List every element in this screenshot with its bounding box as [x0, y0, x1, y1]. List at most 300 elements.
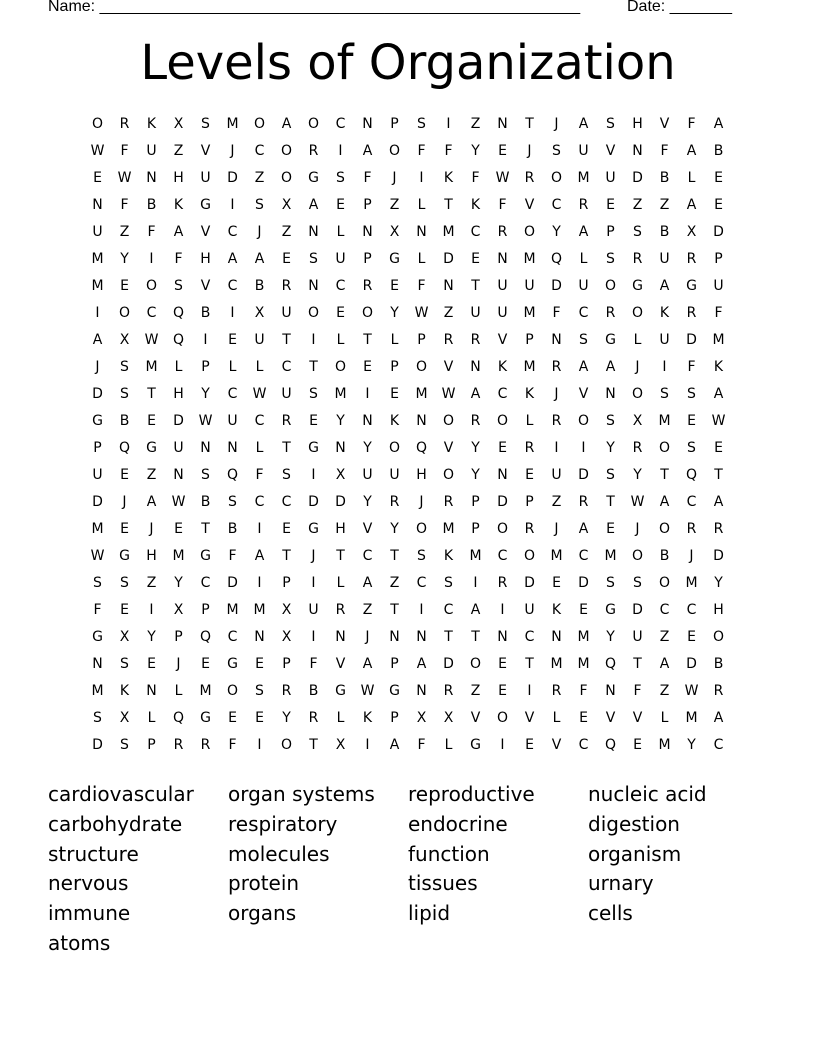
- grid-letter: Q: [118, 440, 131, 456]
- grid-letter: W: [360, 683, 375, 699]
- grid-letter: N: [146, 170, 157, 186]
- grid-letter: F: [363, 170, 372, 186]
- grid-letter: U: [200, 170, 211, 186]
- grid-letter: Z: [659, 683, 670, 699]
- grid-letter: E: [93, 170, 102, 186]
- grid-letter: M: [604, 548, 617, 564]
- grid-letter: W: [441, 386, 456, 402]
- grid-letter: J: [230, 143, 235, 159]
- letter-grid: [84, 116, 732, 764]
- grid-letter: T: [309, 359, 318, 375]
- grid-letter: U: [524, 278, 535, 294]
- grid-letter: V: [362, 521, 373, 537]
- word-list-item: structure: [48, 841, 139, 866]
- grid-letter: D: [497, 494, 508, 510]
- grid-letter: O: [658, 575, 671, 591]
- grid-letter: K: [146, 116, 157, 132]
- grid-letter: R: [470, 413, 481, 429]
- grid-letter: P: [714, 251, 723, 267]
- grid-letter: U: [389, 467, 400, 483]
- grid-letter: I: [230, 305, 235, 321]
- word-list-item: digestion: [588, 811, 680, 836]
- grid-letter: M: [442, 224, 455, 240]
- word-list-item: organism: [588, 841, 682, 866]
- grid-letter: F: [147, 224, 156, 240]
- grid-letter: I: [662, 359, 667, 375]
- grid-letter: A: [254, 251, 265, 267]
- grid-letter: O: [226, 683, 239, 699]
- grid-letter: U: [578, 278, 589, 294]
- grid-letter: F: [633, 683, 642, 699]
- grid-letter: V: [524, 197, 535, 213]
- grid-letter: U: [254, 332, 265, 348]
- grid-letter: E: [363, 359, 372, 375]
- grid-letter: A: [713, 710, 724, 726]
- grid-letter: I: [527, 683, 532, 699]
- grid-letter: T: [282, 548, 291, 564]
- grid-letter: S: [417, 116, 426, 132]
- grid-letter: A: [362, 656, 373, 672]
- name-field-line: Name: ______________________________________________________: [48, 0, 581, 15]
- grid-letter: F: [255, 467, 264, 483]
- grid-letter: S: [120, 656, 129, 672]
- grid-letter: S: [309, 251, 318, 267]
- grid-letter: U: [281, 305, 292, 321]
- grid-letter: R: [551, 683, 562, 699]
- grid-letter: I: [311, 332, 316, 348]
- grid-letter: T: [444, 197, 453, 213]
- grid-letter: W: [684, 683, 699, 699]
- grid-letter: G: [605, 332, 616, 348]
- grid-letter: D: [173, 413, 184, 429]
- grid-letter: X: [119, 710, 130, 726]
- grid-letter: P: [525, 494, 534, 510]
- grid-letter: A: [416, 656, 427, 672]
- grid-letter: Q: [415, 440, 428, 456]
- grid-letter: Q: [172, 305, 185, 321]
- grid-letter: D: [578, 575, 589, 591]
- grid-letter: F: [687, 359, 696, 375]
- grid-letter: K: [497, 359, 508, 375]
- grid-letter: W: [414, 305, 429, 321]
- grid-letter: O: [712, 629, 725, 645]
- grid-letter: E: [228, 332, 237, 348]
- grid-letter: U: [92, 224, 103, 240]
- grid-letter: S: [417, 548, 426, 564]
- grid-letter: E: [687, 629, 696, 645]
- grid-letter: Z: [389, 575, 400, 591]
- grid-letter: I: [446, 116, 451, 132]
- grid-letter: C: [335, 116, 346, 132]
- grid-letter: P: [417, 332, 426, 348]
- grid-letter: J: [554, 521, 559, 537]
- grid-letter: Y: [120, 251, 129, 267]
- grid-letter: M: [226, 602, 239, 618]
- grid-letter: V: [605, 143, 616, 159]
- grid-letter: R: [686, 521, 697, 537]
- word-list-item: immune: [48, 901, 131, 926]
- grid-letter: R: [281, 413, 292, 429]
- grid-letter: U: [308, 602, 319, 618]
- grid-letter: S: [282, 467, 291, 483]
- grid-letter: X: [335, 737, 346, 753]
- grid-letter: S: [93, 575, 102, 591]
- grid-letter: S: [579, 332, 588, 348]
- word-list-item: carbohydrate: [48, 811, 183, 836]
- grid-letter: L: [336, 224, 345, 240]
- grid-letter: N: [551, 332, 562, 348]
- word-list-item: nervous: [48, 871, 129, 896]
- grid-letter: L: [336, 332, 345, 348]
- grid-letter: Y: [714, 575, 723, 591]
- grid-letter: K: [659, 305, 670, 321]
- grid-letter: U: [470, 305, 481, 321]
- grid-letter: A: [281, 116, 292, 132]
- grid-letter: B: [146, 197, 157, 213]
- grid-letter: O: [145, 278, 158, 294]
- grid-letter: A: [308, 197, 319, 213]
- grid-letter: B: [254, 278, 265, 294]
- grid-letter: H: [146, 548, 157, 564]
- grid-letter: G: [200, 548, 211, 564]
- word-list-item: reproductive: [408, 782, 535, 806]
- grid-letter: M: [334, 386, 347, 402]
- grid-letter: N: [632, 143, 643, 159]
- word-list-item: cardiovascular: [48, 782, 194, 806]
- word-list: [48, 780, 768, 959]
- grid-letter: I: [311, 629, 316, 645]
- grid-letter: P: [93, 440, 102, 456]
- grid-letter: S: [120, 359, 129, 375]
- grid-letter: O: [280, 143, 293, 159]
- grid-letter: L: [687, 170, 696, 186]
- grid-letter: F: [120, 197, 129, 213]
- grid-letter: I: [149, 251, 154, 267]
- grid-letter: B: [659, 548, 670, 564]
- grid-letter: P: [390, 359, 399, 375]
- grid-letter: E: [255, 656, 264, 672]
- grid-letter: G: [335, 683, 346, 699]
- grid-letter: M: [91, 521, 104, 537]
- grid-letter: D: [443, 656, 454, 672]
- grid-letter: Y: [201, 386, 210, 402]
- grid-letter: D: [227, 170, 238, 186]
- grid-letter: V: [551, 737, 562, 753]
- grid-letter: N: [443, 278, 454, 294]
- grid-letter: T: [336, 548, 345, 564]
- grid-letter: C: [227, 386, 238, 402]
- grid-letter: S: [174, 278, 183, 294]
- grid-letter: C: [416, 575, 427, 591]
- grid-letter: M: [685, 710, 698, 726]
- grid-letter: M: [226, 116, 239, 132]
- grid-letter: Y: [606, 440, 615, 456]
- word-list-item: respiratory: [228, 811, 338, 836]
- grid-letter: M: [469, 548, 482, 564]
- grid-letter: V: [335, 656, 346, 672]
- grid-letter: Q: [226, 467, 239, 483]
- grid-letter: E: [174, 521, 183, 537]
- grid-letter: U: [497, 278, 508, 294]
- grid-letter: J: [554, 386, 559, 402]
- grid-letter: C: [578, 548, 589, 564]
- grid-letter: M: [91, 251, 104, 267]
- grid-letter: L: [579, 251, 588, 267]
- grid-letter: E: [687, 413, 696, 429]
- grid-letter: E: [120, 278, 129, 294]
- grid-letter: M: [523, 251, 536, 267]
- grid-letter: O: [253, 116, 266, 132]
- grid-letter: S: [633, 224, 642, 240]
- grid-letter: P: [282, 575, 291, 591]
- grid-letter: G: [686, 278, 697, 294]
- grid-letter: O: [415, 359, 428, 375]
- grid-letter: T: [309, 737, 318, 753]
- grid-letter: C: [497, 548, 508, 564]
- grid-letter: E: [120, 521, 129, 537]
- grid-letter: S: [606, 116, 615, 132]
- grid-letter: G: [308, 440, 319, 456]
- grid-letter: S: [660, 386, 669, 402]
- grid-letter: L: [633, 332, 642, 348]
- word-list-item: cells: [588, 901, 633, 926]
- grid-letter: F: [93, 602, 102, 618]
- grid-letter: O: [91, 116, 104, 132]
- grid-letter: C: [497, 386, 508, 402]
- grid-letter: O: [658, 440, 671, 456]
- grid-letter: F: [174, 251, 183, 267]
- grid-letter: X: [632, 413, 643, 429]
- grid-letter: O: [280, 737, 293, 753]
- grid-letter: I: [419, 170, 424, 186]
- grid-letter: C: [227, 278, 238, 294]
- grid-letter: M: [91, 683, 104, 699]
- grid-letter: O: [496, 710, 509, 726]
- grid-letter: E: [282, 521, 291, 537]
- grid-letter: X: [281, 602, 292, 618]
- grid-letter: E: [714, 197, 723, 213]
- grid-letter: S: [255, 683, 264, 699]
- grid-letter: Z: [146, 467, 157, 483]
- grid-letter: E: [120, 602, 129, 618]
- grid-letter: O: [469, 656, 482, 672]
- grid-letter: V: [200, 278, 211, 294]
- grid-letter: Z: [362, 602, 373, 618]
- grid-letter: L: [336, 710, 345, 726]
- grid-letter: F: [660, 143, 669, 159]
- grid-letter: A: [713, 386, 724, 402]
- grid-letter: Y: [147, 629, 156, 645]
- grid-letter: H: [713, 602, 724, 618]
- grid-letter: S: [606, 251, 615, 267]
- grid-letter: B: [659, 224, 670, 240]
- grid-letter: N: [254, 629, 265, 645]
- grid-letter: O: [631, 386, 644, 402]
- grid-letter: L: [390, 332, 399, 348]
- grid-letter: J: [635, 359, 640, 375]
- grid-letter: R: [497, 224, 508, 240]
- grid-letter: N: [200, 440, 211, 456]
- grid-letter: I: [149, 602, 154, 618]
- grid-letter: X: [119, 332, 130, 348]
- grid-letter: P: [201, 359, 210, 375]
- grid-letter: R: [200, 737, 211, 753]
- grid-letter: E: [498, 683, 507, 699]
- grid-letter: J: [176, 656, 181, 672]
- grid-letter: P: [363, 251, 372, 267]
- grid-letter: Z: [551, 494, 562, 510]
- grid-letter: P: [606, 224, 615, 240]
- grid-letter: N: [497, 629, 508, 645]
- grid-letter: C: [281, 359, 292, 375]
- grid-letter: G: [119, 548, 130, 564]
- grid-letter: E: [498, 440, 507, 456]
- grid-letter: X: [173, 602, 184, 618]
- grid-letter: A: [713, 494, 724, 510]
- grid-letter: V: [524, 710, 535, 726]
- grid-letter: C: [254, 143, 265, 159]
- grid-letter: E: [579, 602, 588, 618]
- grid-letter: G: [308, 521, 319, 537]
- grid-letter: O: [307, 305, 320, 321]
- grid-letter: Z: [119, 224, 130, 240]
- grid-letter: O: [388, 143, 401, 159]
- grid-letter: E: [498, 143, 507, 159]
- grid-letter: G: [200, 197, 211, 213]
- grid-letter: M: [442, 521, 455, 537]
- grid-letter: A: [659, 494, 670, 510]
- grid-letter: E: [147, 656, 156, 672]
- grid-letter: K: [389, 413, 400, 429]
- grid-letter: C: [362, 548, 373, 564]
- grid-letter: R: [686, 251, 697, 267]
- grid-letter: I: [257, 575, 262, 591]
- grid-letter: O: [442, 467, 455, 483]
- grid-letter: O: [577, 413, 590, 429]
- grid-letter: M: [550, 656, 563, 672]
- grid-letter: U: [551, 467, 562, 483]
- grid-letter: B: [713, 143, 724, 159]
- grid-letter: N: [605, 386, 616, 402]
- grid-letter: V: [200, 143, 211, 159]
- grid-letter: C: [254, 494, 265, 510]
- grid-letter: E: [336, 197, 345, 213]
- grid-letter: E: [255, 710, 264, 726]
- grid-letter: U: [335, 251, 346, 267]
- grid-letter: D: [632, 170, 643, 186]
- grid-letter: L: [525, 413, 534, 429]
- grid-letter: N: [227, 440, 238, 456]
- grid-letter: T: [444, 629, 453, 645]
- grid-letter: I: [500, 737, 505, 753]
- grid-letter: G: [605, 602, 616, 618]
- grid-letter: C: [470, 224, 481, 240]
- grid-letter: O: [550, 170, 563, 186]
- grid-letter: S: [606, 413, 615, 429]
- grid-letter: C: [335, 278, 346, 294]
- grid-letter: T: [147, 386, 156, 402]
- word-list-item: function: [408, 841, 490, 866]
- grid-letter: V: [578, 386, 589, 402]
- grid-letter: O: [523, 224, 536, 240]
- grid-letter: Y: [606, 629, 615, 645]
- grid-letter: C: [686, 602, 697, 618]
- grid-letter: T: [525, 656, 534, 672]
- grid-letter: W: [117, 170, 132, 186]
- grid-letter: Z: [659, 629, 670, 645]
- grid-letter: L: [228, 359, 237, 375]
- grid-letter: S: [255, 197, 264, 213]
- grid-letter: H: [416, 467, 427, 483]
- grid-letter: U: [362, 467, 373, 483]
- grid-letter: L: [336, 575, 345, 591]
- grid-letter: C: [281, 494, 292, 510]
- grid-letter: E: [309, 413, 318, 429]
- grid-letter: N: [389, 629, 400, 645]
- grid-letter: G: [632, 278, 643, 294]
- grid-letter: F: [714, 305, 723, 321]
- grid-letter: Z: [173, 143, 184, 159]
- grid-letter: R: [443, 683, 454, 699]
- grid-letter: T: [525, 116, 534, 132]
- grid-letter: H: [173, 170, 184, 186]
- grid-letter: J: [392, 170, 397, 186]
- grid-letter: S: [201, 116, 210, 132]
- grid-letter: Z: [632, 197, 643, 213]
- grid-letter: N: [173, 467, 184, 483]
- grid-letter: N: [416, 683, 427, 699]
- grid-letter: R: [119, 116, 130, 132]
- grid-letter: Z: [146, 575, 157, 591]
- grid-letter: Y: [336, 413, 345, 429]
- grid-letter: N: [92, 656, 103, 672]
- grid-letter: J: [257, 224, 262, 240]
- grid-letter: X: [281, 629, 292, 645]
- grid-letter: Z: [470, 683, 481, 699]
- grid-letter: S: [336, 170, 345, 186]
- grid-letter: S: [309, 386, 318, 402]
- grid-letter: Y: [363, 440, 372, 456]
- grid-letter: V: [632, 710, 643, 726]
- grid-letter: I: [500, 602, 505, 618]
- word-list-item: urnary: [588, 871, 654, 896]
- grid-letter: T: [201, 521, 210, 537]
- grid-letter: L: [147, 710, 156, 726]
- grid-letter: J: [149, 521, 154, 537]
- grid-letter: A: [713, 116, 724, 132]
- grid-letter: C: [713, 737, 724, 753]
- grid-letter: O: [307, 116, 320, 132]
- grid-letter: A: [578, 224, 589, 240]
- grid-letter: D: [92, 494, 103, 510]
- grid-letter: L: [444, 737, 453, 753]
- grid-letter: O: [334, 359, 347, 375]
- grid-letter: F: [444, 143, 453, 159]
- grid-letter: G: [470, 737, 481, 753]
- grid-letter: R: [335, 602, 346, 618]
- grid-letter: Q: [172, 710, 185, 726]
- grid-letter: R: [551, 359, 562, 375]
- word-list-item: lipid: [408, 901, 451, 926]
- grid-letter: L: [174, 359, 183, 375]
- grid-letter: G: [227, 656, 238, 672]
- grid-letter: N: [362, 413, 373, 429]
- grid-letter: A: [578, 521, 589, 537]
- word-list-item: tissues: [408, 871, 478, 896]
- grid-letter: S: [606, 467, 615, 483]
- grid-letter: E: [714, 440, 723, 456]
- grid-letter: P: [390, 710, 399, 726]
